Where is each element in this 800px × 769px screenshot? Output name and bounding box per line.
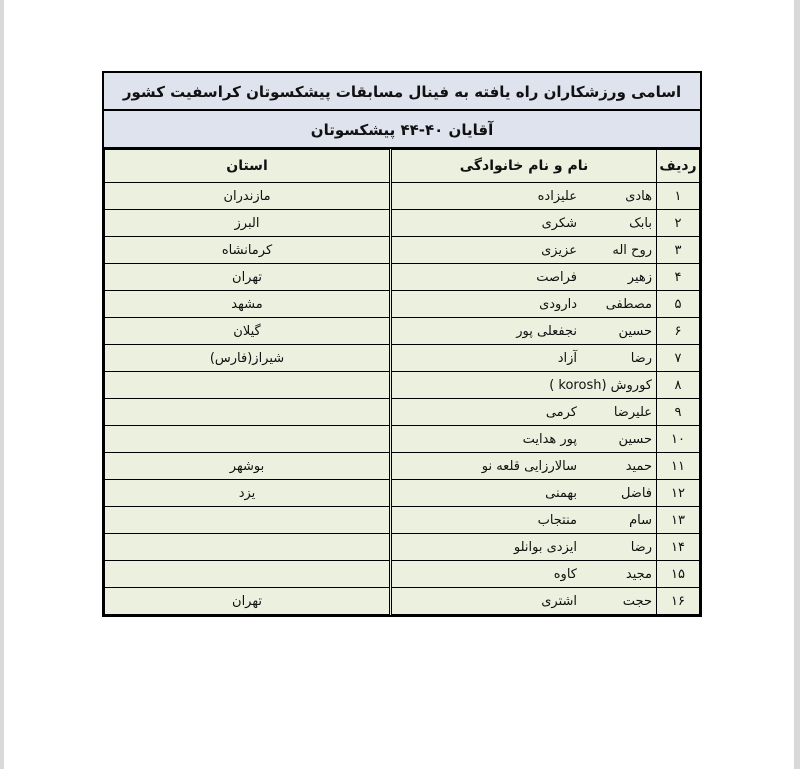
last-name: دارودی <box>539 296 577 312</box>
province: تهران <box>105 588 391 615</box>
table-row <box>105 453 700 480</box>
table-row <box>105 534 700 561</box>
athlete-name <box>391 453 657 480</box>
athlete-name <box>391 426 657 453</box>
first-name: مجید <box>625 566 652 582</box>
athlete-name <box>391 345 657 372</box>
table-row <box>105 183 700 210</box>
row-number: ۱۵ <box>657 561 700 588</box>
last-name: ایزدی بوانلو <box>513 539 577 555</box>
row-number: ۴ <box>657 264 700 291</box>
athlete-name <box>391 399 657 426</box>
row-number: ۱۳ <box>657 507 700 534</box>
last-name: سالارزایی قلعه نو <box>481 458 577 474</box>
row-number: ۸ <box>657 372 700 399</box>
table-row <box>105 507 700 534</box>
province <box>105 426 391 453</box>
athlete-name <box>391 183 657 210</box>
results-table <box>104 149 700 615</box>
first-name: رضا <box>630 539 652 555</box>
row-number: ۱۰ <box>657 426 700 453</box>
table-row <box>105 291 700 318</box>
province: البرز <box>105 210 391 237</box>
last-name: آزاد <box>557 350 577 366</box>
table-row <box>105 480 700 507</box>
athlete-name <box>391 237 657 264</box>
table-header-row <box>105 150 700 183</box>
athlete-name <box>391 507 657 534</box>
row-number: ۵ <box>657 291 700 318</box>
province <box>105 534 391 561</box>
finalists-table <box>102 71 702 617</box>
table-row <box>105 561 700 588</box>
first-name: فاضل <box>620 485 652 501</box>
row-number: ۱۶ <box>657 588 700 615</box>
athlete-name <box>391 372 657 399</box>
row-number: ۳ <box>657 237 700 264</box>
table-row <box>105 345 700 372</box>
province <box>105 561 391 588</box>
row-number: ۱۴ <box>657 534 700 561</box>
table-row <box>105 372 700 399</box>
first-name: حسین <box>618 323 652 339</box>
first-name: سام <box>629 512 652 528</box>
row-number: ۱۲ <box>657 480 700 507</box>
athlete-name <box>391 480 657 507</box>
last-name: اشتری <box>541 593 577 609</box>
document-page <box>4 0 794 769</box>
last-name: منتجاب <box>537 512 577 528</box>
last-name: کرمی <box>545 404 577 420</box>
first-name: حسین <box>618 431 652 447</box>
province: گیلان <box>105 318 391 345</box>
last-name: بهمنی <box>545 485 577 501</box>
first-name: زهیر <box>627 269 652 285</box>
athlete-name <box>391 588 657 615</box>
last-name: عزیزی <box>541 242 577 258</box>
province: تهران <box>105 264 391 291</box>
province: مازندران <box>105 183 391 210</box>
last-name: پور هدایت <box>522 431 577 447</box>
row-number: ۱ <box>657 183 700 210</box>
document-title: اسامی ورزشکاران راه یافته به فینال مسابقات پیشکسوتان کراسفیت کشور <box>104 73 700 111</box>
table-row <box>105 426 700 453</box>
last-name: علیزاده <box>537 188 577 204</box>
row-number: ۱۱ <box>657 453 700 480</box>
province: بوشهر <box>105 453 391 480</box>
athlete-name <box>391 210 657 237</box>
province: یزد <box>105 480 391 507</box>
last-name: فراصت <box>536 269 577 285</box>
province: کرمانشاه <box>105 237 391 264</box>
table-row <box>105 399 700 426</box>
first-name: بابک <box>629 215 652 231</box>
first-name: مصطفی <box>605 296 652 312</box>
province <box>105 399 391 426</box>
athlete-name <box>391 291 657 318</box>
table-row <box>105 264 700 291</box>
first-name: روح اله <box>612 242 652 258</box>
athlete-name <box>391 264 657 291</box>
last-name: نجفعلی پور <box>516 323 577 339</box>
last-name: شکری <box>541 215 577 231</box>
province: مشهد <box>105 291 391 318</box>
table-row <box>105 588 700 615</box>
table-row <box>105 210 700 237</box>
first-name: هادی <box>625 188 652 204</box>
row-number: ۲ <box>657 210 700 237</box>
province <box>105 372 391 399</box>
category-subtitle: آقایان ۴۰-۴۴ پیشکسوتان <box>104 111 700 149</box>
table-row <box>105 318 700 345</box>
table-row <box>105 237 700 264</box>
athlete-name <box>391 561 657 588</box>
row-number: ۹ <box>657 399 700 426</box>
last-name: کاوه <box>553 566 577 582</box>
first-name: حجت <box>622 593 652 609</box>
row-number: ۶ <box>657 318 700 345</box>
first-name: علیرضا <box>613 404 652 420</box>
header-number: ردیف <box>657 150 700 183</box>
athlete-name <box>391 534 657 561</box>
province: شیراز(فارس) <box>105 345 391 372</box>
province <box>105 507 391 534</box>
first-name: حمید <box>625 458 652 474</box>
first-name: کوروش (korosh ) <box>549 377 652 393</box>
header-name: نام و نام خانوادگی <box>391 150 657 183</box>
first-name: رضا <box>630 350 652 366</box>
header-province: استان <box>105 150 391 183</box>
row-number: ۷ <box>657 345 700 372</box>
athlete-name <box>391 318 657 345</box>
